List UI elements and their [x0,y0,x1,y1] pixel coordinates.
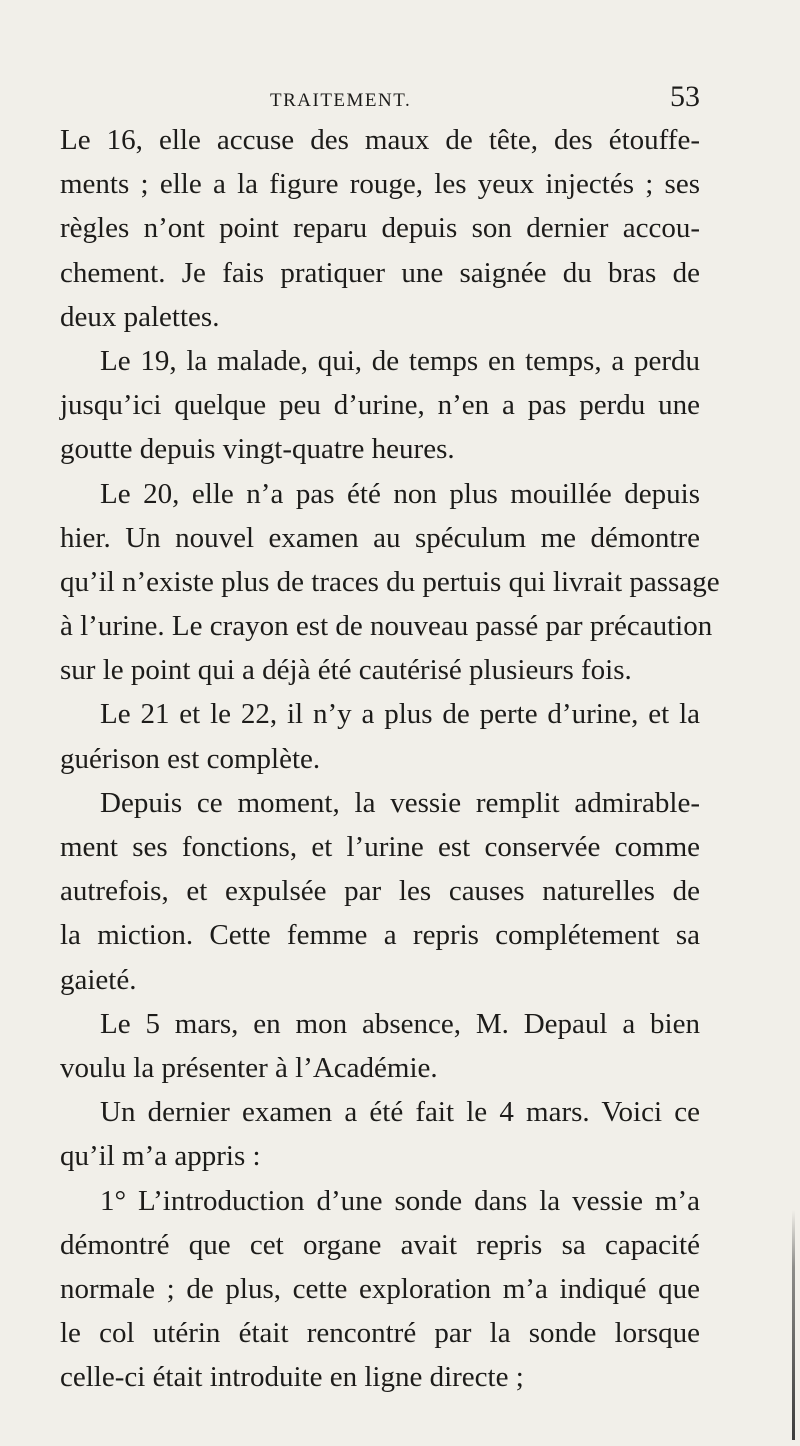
text-line: deux palettes. [60,300,220,333]
text-line: Le 20, elle n’a pas été non plus mouillée depuis [100,477,700,510]
text-line: 1° L’introduction d’une sonde dans la vessie m’a [100,1184,700,1217]
text-line: ments ; elle a la figure rouge, les yeux injectés ; ses [60,168,700,201]
text-line: Le 19, la malade, qui, de temps en temps, a perdu [100,344,700,377]
text-line: à l’urine. Le crayon est de nouveau passé par précaution [60,610,713,643]
page-number: 53 [670,80,700,113]
text-line: le col utérin était rencontré par la sonde lorsque [60,1317,700,1350]
text-line: voulu la présenter à l’Académie. [60,1051,438,1084]
text-line: la miction. Cette femme a repris complétement sa [60,919,700,952]
text-line: Un dernier examen a été fait le 4 mars. Voici ce [100,1096,700,1129]
text-line: règles n’ont point reparu depuis son dernier accou- [60,212,700,245]
text-line: normale ; de plus, cette exploration m’a indiqué que [60,1272,700,1305]
text-line: Depuis ce moment, la vessie remplit admirable- [100,786,700,819]
text-line: guérison est complète. [60,742,321,775]
text-line: qu’il n’existe plus de traces du pertuis qui livrait passage [60,565,720,598]
running-head: TRAITEMENT. [270,90,412,111]
text-line: hier. Un nouvel examen au spéculum me démontre [60,521,700,554]
text-line: goutte depuis vingt-quatre heures. [60,433,455,466]
text-line: jusqu’ici quelque peu d’urine, n’en a pas perdu une [60,389,700,422]
text-line: gaieté. [60,963,137,996]
text-line: ment ses fonctions, et l’urine est conservée comme [60,831,700,863]
text-line: chement. Je fais pratiquer une saignée du bras de [60,256,700,289]
text-line: Le 16, elle accuse des maux de tête, des étouffe- [60,124,700,156]
page-header [60,80,700,120]
body-text [60,118,720,1399]
text-line: démontré que cet organe avait repris sa capacité [60,1228,700,1261]
text-line: sur le point qui a déjà été cautérisé plusieurs fois. [60,654,632,687]
text-line: celle-ci était introduite en ligne directe ; [60,1361,524,1394]
text-line: Le 21 et le 22, il n’y a plus de perte d’urine, et la [100,698,700,731]
text-line: Le 5 mars, en mon absence, M. Depaul a bien [100,1007,700,1040]
page-edge-shadow [792,1210,795,1440]
text-line: autrefois, et expulsée par les causes naturelles de [60,875,700,908]
text-line: qu’il m’a appris : [60,1140,261,1173]
